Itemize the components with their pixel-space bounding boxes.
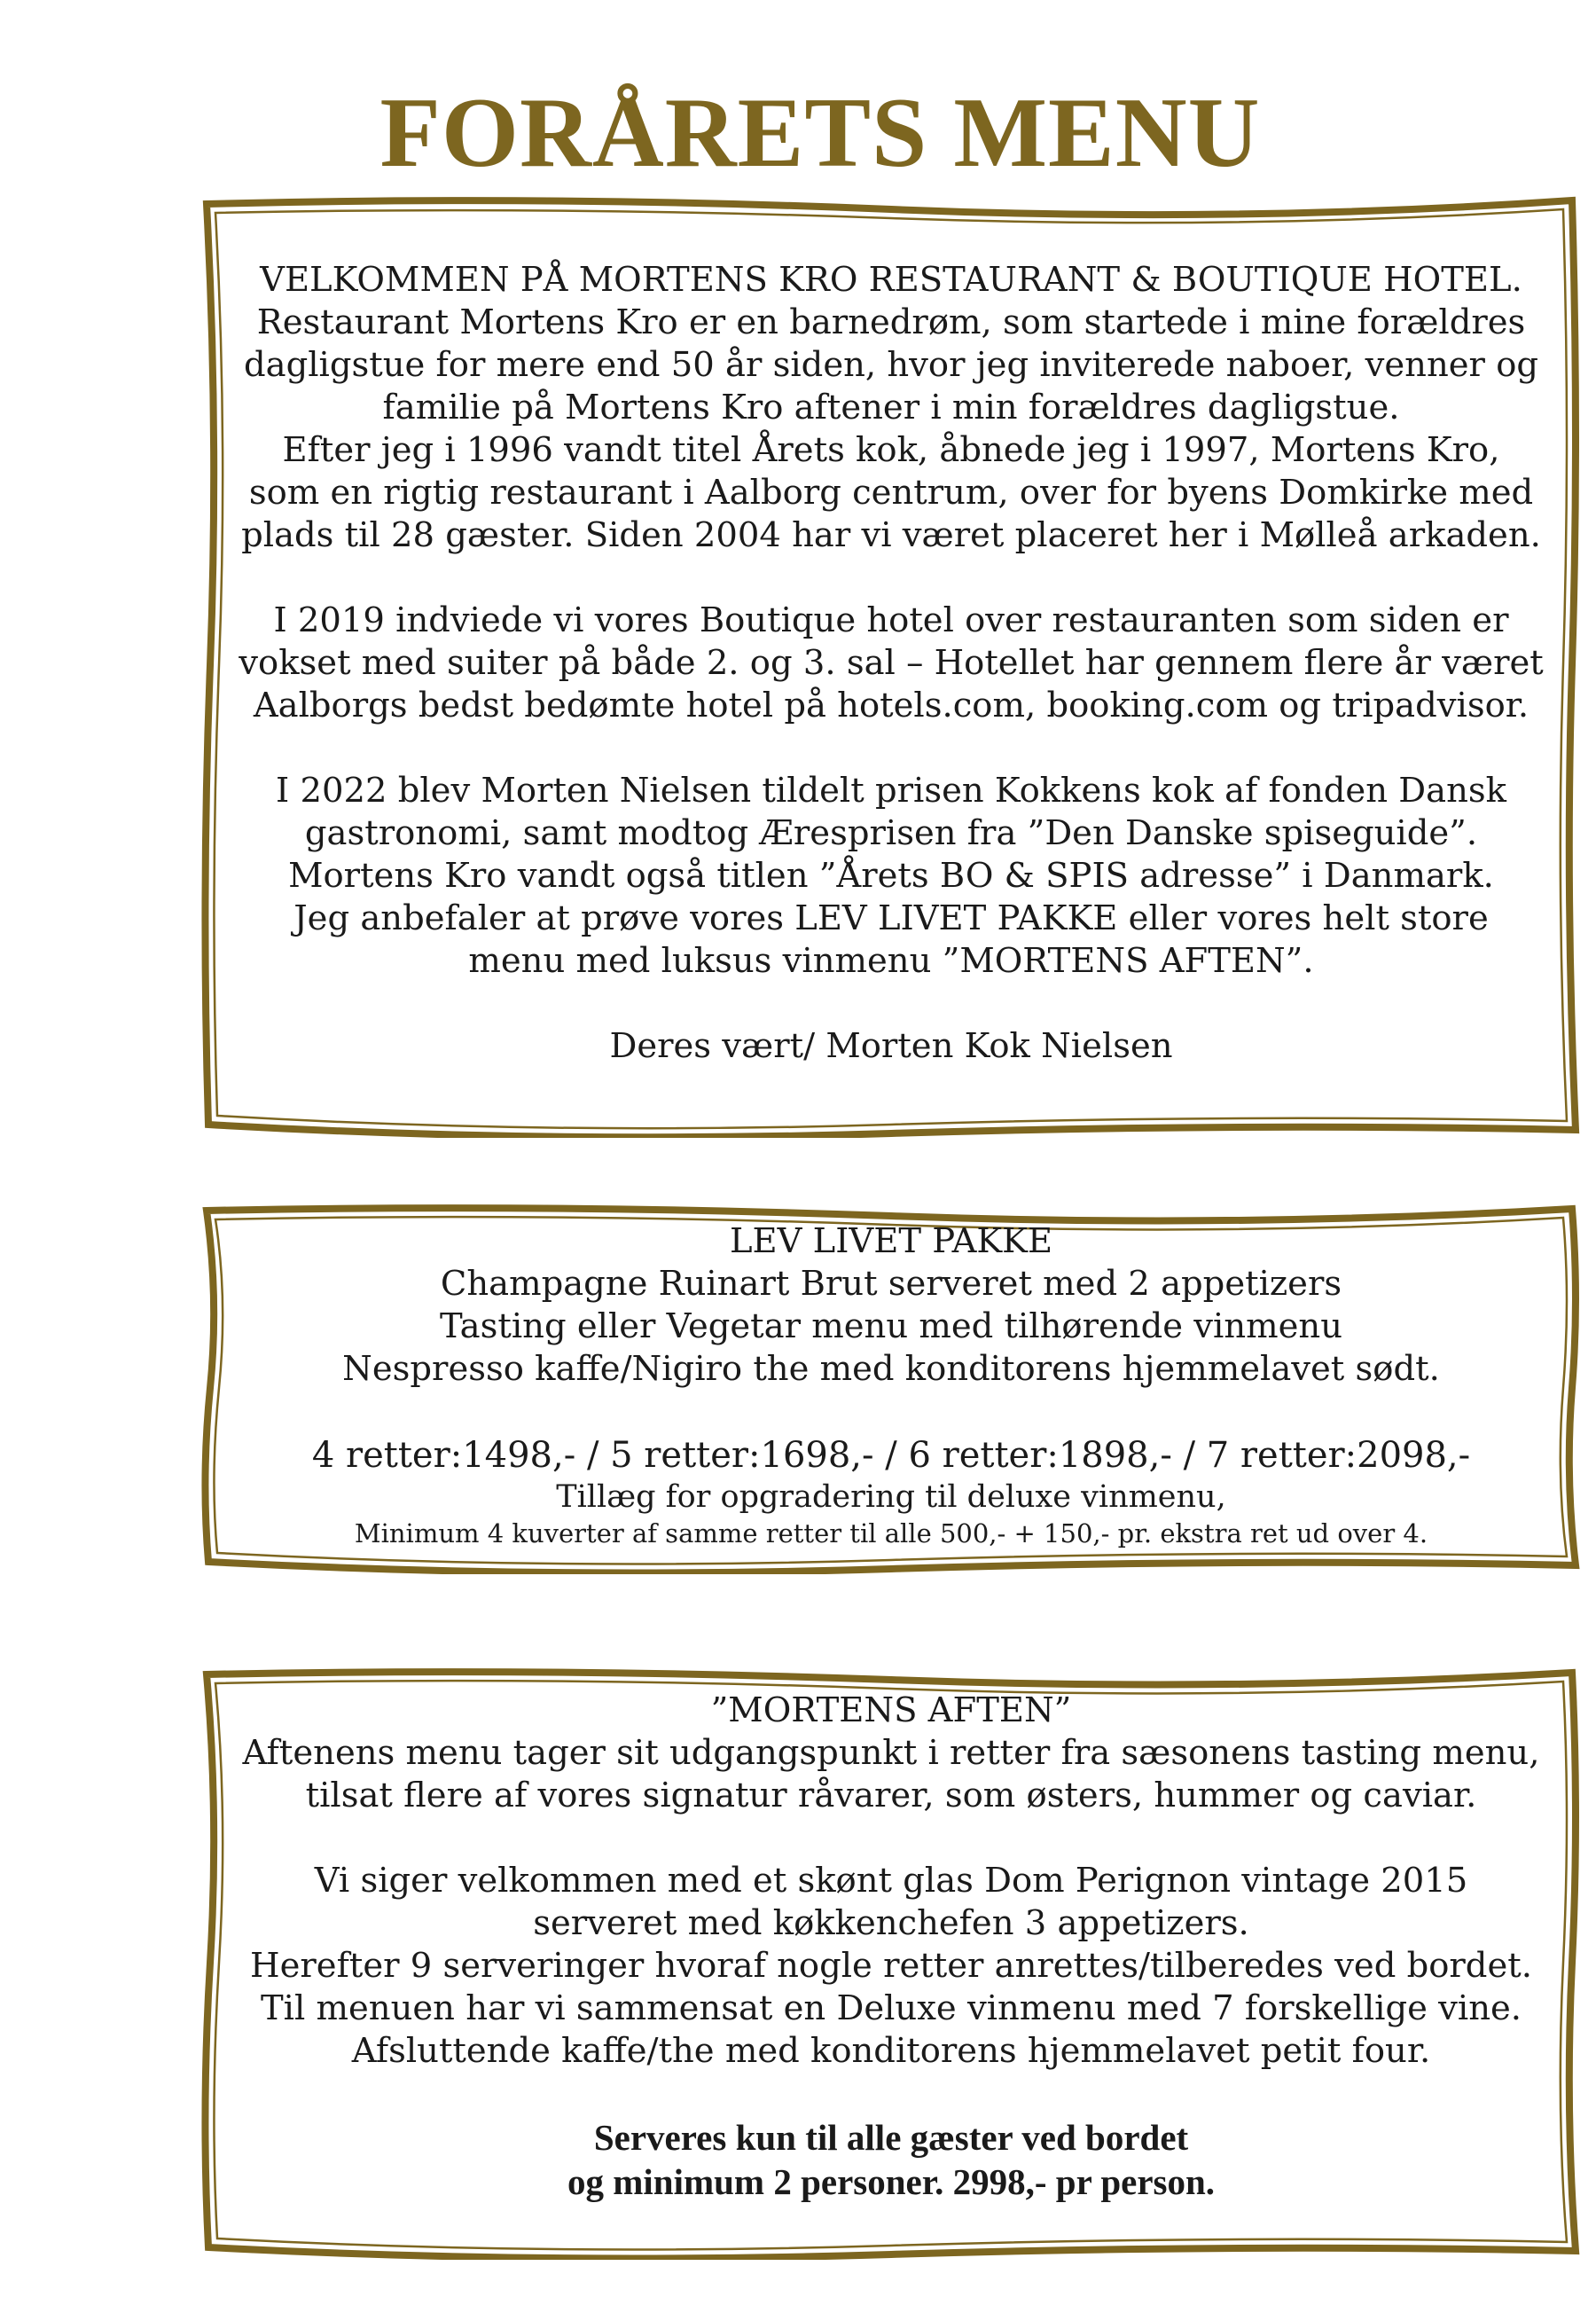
- mortens-aften-line: Aftenens menu tager sit udgangspunkt i retter fra sæsonens tasting menu,: [242, 1733, 1540, 1773]
- welcome-line: vokset med suiter på både 2. og 3. sal – Hotellet har gennem flere år været: [239, 643, 1544, 683]
- welcome-section: [226, 259, 1556, 1068]
- lev-livet-line: Nespresso kaffe/Nigiro the med konditorens hjemmelavet sødt.: [342, 1349, 1440, 1389]
- welcome-line: Aalborgs bedst bedømte hotel på hotels.com, booking.com og tripadvisor.: [253, 686, 1530, 725]
- mortens-aften-line: serveret med køkkenchefen 3 appetizers.: [533, 1903, 1249, 1943]
- mortens-aften-line: Herefter 9 serveringer hvoraf nogle retter anrettes/tilberedes ved bordet.: [250, 1946, 1532, 1986]
- welcome-line: som en rigtig restaurant i Aalborg centrum, over for byens Domkirke med: [248, 473, 1534, 513]
- page-title: FORÅRETS MENU: [379, 78, 1261, 188]
- mortens-aften-line: Til menuen har vi sammensat en Deluxe vinmenu med 7 forskellige vine.: [260, 1988, 1522, 2028]
- welcome-line: familie på Mortens Kro aftener i min forældres dagligstue.: [382, 388, 1400, 427]
- lev-livet-note: Minimum 4 kuverter af samme retter til alle 500,- + 150,- pr. ekstra ret ud over 4.: [354, 1518, 1428, 1548]
- mortens-aften-line: Vi siger velkommen med et skønt glas Dom Perignon vintage 2015: [314, 1861, 1468, 1901]
- mortens-aften-heading: ”MORTENS AFTEN”: [710, 1690, 1072, 1730]
- welcome-line: Restaurant Mortens Kro er en barnedrøm, som startede i mine forældres: [256, 302, 1526, 342]
- mortens-aften-line: tilsat flere af vores signatur råvarer, som østers, hummer og caviar.: [305, 1776, 1477, 1815]
- welcome-line: gastronomi, samt modtog Æresprisen fra ”Den Danske spiseguide”.: [304, 813, 1478, 853]
- lev-livet-line: Tasting eller Vegetar menu med tilhørende vinmenu: [439, 1306, 1342, 1346]
- mortens-aften-footer: Serveres kun til alle gæster ved bordet: [593, 2117, 1189, 2158]
- welcome-line: Efter jeg i 1996 vandt titel Årets kok, åbnede jeg i 1997, Mortens Kro,: [282, 430, 1500, 470]
- mortens-aften-line: Afsluttende kaffe/the med konditorens hjemmelavet petit four.: [351, 2031, 1431, 2071]
- welcome-line: menu med luksus vinmenu ”MORTENS AFTEN”.: [468, 941, 1314, 981]
- signature: Deres vært/ Morten Kok Nielsen: [609, 1026, 1173, 1066]
- lev-livet-prices: 4 retter:1498,- / 5 retter:1698,- / 6 retter:1898,- / 7 retter:2098,-: [311, 1435, 1471, 1476]
- welcome-line: plads til 28 gæster. Siden 2004 har vi været placeret her i Mølleå arkaden.: [241, 515, 1541, 555]
- welcome-line: Jeg anbefaler at prøve vores LEV LIVET PAKKE eller vores helt store: [293, 898, 1489, 938]
- welcome-line: I 2019 indviede vi vores Boutique hotel over restauranten som siden er: [273, 600, 1509, 640]
- welcome-line: dagligstue for mere end 50 år siden, hvor jeg inviterede naboer, venner og: [243, 345, 1539, 385]
- lev-livet-heading: LEV LIVET PAKKE: [729, 1221, 1053, 1261]
- welcome-line: I 2022 blev Morten Nielsen tildelt prisen Kokkens kok af fonden Dansk: [276, 771, 1506, 811]
- mortens-aften-footer: og minimum 2 personer. 2998,- pr person.: [567, 2161, 1216, 2202]
- welcome-heading: VELKOMMEN PÅ MORTENS KRO RESTAURANT & BOUTIQUE HOTEL.: [260, 260, 1522, 300]
- lev-livet-upgrade: Tillæg for opgradering til deluxe vinmenu,: [556, 1479, 1226, 1515]
- lev-livet-section: [226, 1220, 1556, 1550]
- mortens-aften-section: [226, 1690, 1556, 2204]
- welcome-line: Mortens Kro vandt også titlen ”Årets BO & SPIS adresse” i Danmark.: [288, 856, 1494, 896]
- lev-livet-line: Champagne Ruinart Brut serveret med 2 appetizers: [440, 1264, 1342, 1304]
